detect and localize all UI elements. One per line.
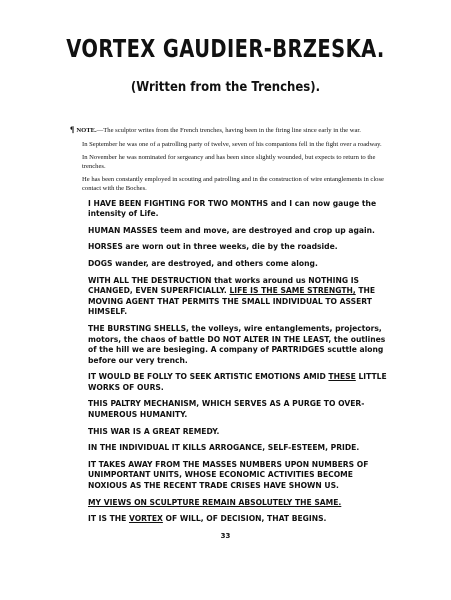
paragraph-5-underlined: LIFE IS THE SAME STRENGTH, — [229, 286, 356, 296]
paragraph-1: I HAVE BEEN FIGHTING FOR TWO MONTHS and I can now gauge the intensity of Life. — [88, 198, 377, 219]
document-body — [70, 126, 390, 531]
paragraph-2: HUMAN MASSES teem and move, are destroyed and crop up again. — [88, 225, 375, 235]
paragraph-5-part-a: WITH ALL THE DESTRUCTION that works around us NOTHING IS CHANGED, EVEN SUPERFICIALLY. — [88, 275, 360, 296]
paragraph-10: IN THE INDIVIDUAL IT KILLS ARROGANCE, SELF-ESTEEM, PRIDE. — [88, 443, 360, 453]
note-1 — [70, 126, 390, 136]
note-4 — [70, 176, 390, 193]
paragraph-8: THIS PALTRY MECHANISM, WHICH SERVES AS A PURGE TO OVER-NUMEROUS HUMANITY. — [88, 399, 365, 420]
paragraph-5-part-c: THE MOVING AGENT THAT PERMITS THE SMALL INDIVIDUAL TO ASSERT HIMSELF. — [88, 286, 376, 317]
paragraph-mark-icon: ¶ — [70, 125, 75, 134]
paragraph-12-part-a: MY VIEWS ON SCULPTURE REMAIN ABSOLUTELY — [88, 497, 295, 507]
page-subtitle: (Written from the Trenches). — [130, 80, 321, 95]
paragraph-13-part-a: IT IS THE — [88, 514, 129, 524]
note-2-text: In September he was one of a patrolling party of twelve, seven of his companions fell in the fight over a roadway. — [82, 140, 382, 148]
paragraph-12 — [70, 498, 390, 509]
paragraph-4: DOGS wander, are destroyed, and others come along. — [88, 258, 318, 268]
paragraph-9: THIS WAR IS A GREAT REMEDY. — [88, 426, 220, 436]
paragraph-7-part-c: LITTLE WORKS OF OURS. — [88, 372, 387, 392]
paragraph-11: IT TAKES AWAY FROM THE MASSES NUMBERS UPON NUMBERS OF UNIMPORTANT UNITS, WHOSE ECONOMIC ACTIVITIES BECOME NOXIOUS AS THE RECENT TRADE CRISES HAVE SHOWN US. — [88, 459, 369, 491]
note-1-text: —The sculptor writes from the French trenches, having been in the firing line since early in the war. — [96, 127, 361, 134]
paragraph-3: HORSES are worn out in three weeks, die by the roadside. — [88, 242, 338, 252]
paragraph-7-underlined: THESE — [328, 372, 356, 382]
paragraph-13-underlined: VORTEX — [128, 514, 163, 524]
page-title: VORTEX GAUDIER-BRZESKA. — [66, 34, 385, 63]
paragraph-7 — [70, 372, 390, 393]
paragraph-13 — [70, 514, 390, 525]
note-3 — [70, 154, 390, 171]
page-number: 33 — [220, 532, 231, 540]
paragraph-7-part-a: IT WOULD BE FOLLY TO SEEK ARTISTIC EMOTIONS AMID — [88, 372, 329, 382]
note-3-text: In November he was nominated for sergeancy and has been since slightly wounded, but expects to return to the trenches. — [82, 154, 376, 170]
note-2 — [70, 141, 390, 150]
paragraph-6: THE BURSTING SHELLS, the volleys, wire entanglements, projectors, motors, the chaos of battle DO NOT ALTER IN THE LEAST, the outlines of the hill we are besieging. A company of PARTRIDGES scuttle along before our very trench. — [88, 323, 386, 365]
paragraph-5 — [70, 276, 390, 318]
paragraph-13-part-c: OF WILL, OF DECISION, THAT BEGINS. — [162, 514, 327, 524]
paragraph-12-underlined: THE SAME. — [294, 497, 342, 507]
note-4-text: He has been constantly employed in scouting and patrolling and in the construction of wire entanglements in close contact with the Boches. — [82, 176, 384, 192]
note-lead: NOTE. — [76, 127, 97, 134]
